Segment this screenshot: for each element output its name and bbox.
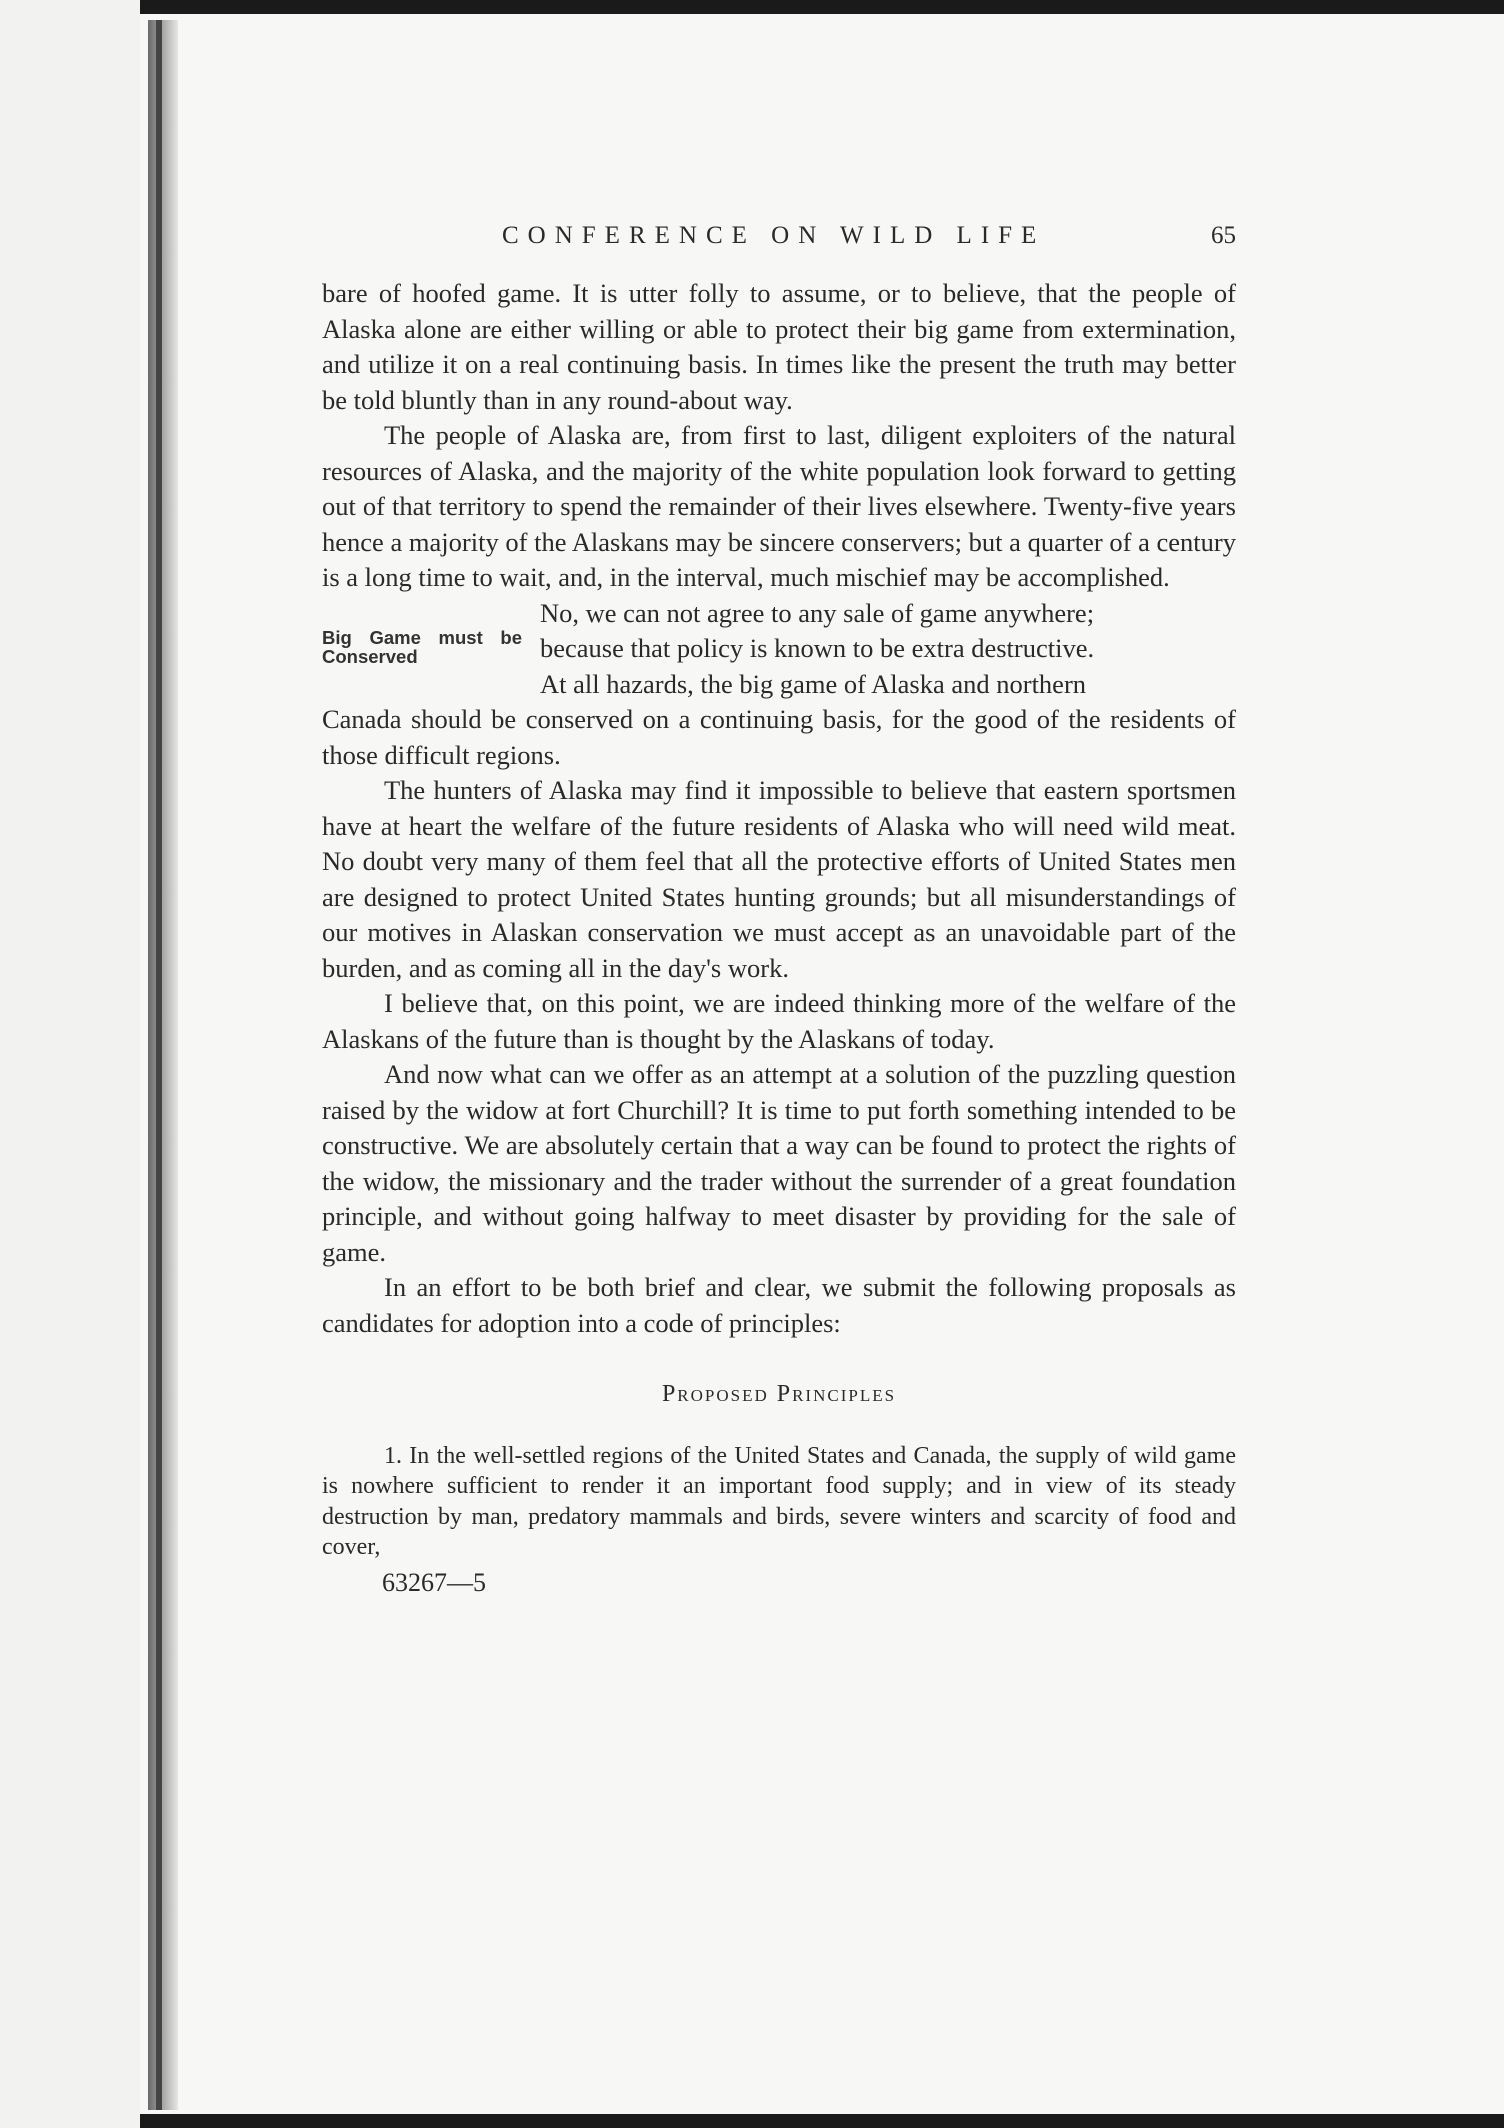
book-spine-edge <box>156 20 162 2110</box>
paragraph-3-line-2: because that policy is known to be extra destructive. <box>540 633 1095 663</box>
book-spine-shadow <box>148 20 178 2110</box>
left-margin <box>0 0 140 2128</box>
paragraph-3-line-1: No, we can not agree to any sale of game anywhere; <box>540 597 1095 628</box>
paragraph-3-block <box>322 596 1236 774</box>
paragraph-3-line-3: At all hazards, the big game of Alaska and northern <box>540 668 1087 699</box>
paragraph-2: The people of Alaska are, from first to last, diligent exploiters of the natural resources of Alaska, and the majority of the white population look forward to getting out of that territory to spend the remainder of their lives elsewhere. Twenty-five years hence a majority of the Alaskans may be sincere conservers; but a quarter of a century is a long time to wait, and, in the interval, much mischief may be accomplished. <box>322 420 1236 592</box>
paragraph-3-rest: Canada should be conserved on a continuing basis, for the good of the residents of those difficult regions. <box>322 704 1236 770</box>
section-heading: Proposed Principles <box>661 1381 897 1407</box>
paragraph-4: The hunters of Alaska may find it impossible to believe that eastern sportsmen have at heart the welfare of the future residents of Alaska who will need wild meat. No doubt very many of them feel that all the protective efforts of United States men are designed to protect United States hunting grounds; but all misunderstandings of our motives in Alaskan conservation we must accept as an unavoidable part of the burden, and as coming all in the day's work. <box>322 775 1236 983</box>
paragraph-5: I believe that, on this point, we are indeed thinking more of the welfare of the Alaskans of the future than is thought by the Alaskans of today. <box>322 988 1236 1054</box>
paragraph-3-lines <box>540 596 1236 703</box>
running-title: CONFERENCE ON WILD LIFE <box>502 222 1046 249</box>
printer-signature: 63267—5 <box>382 1567 486 1597</box>
principles-list <box>322 1441 1236 1563</box>
body-text <box>322 276 1236 1600</box>
page-number: 65 <box>1211 222 1236 249</box>
principle-item-1: 1. In the well-settled regions of the United States and Canada, the supply of wild game is nowhere sufficient to render it an important food supply; and in view of its steady destruction by man, predatory mammals and birds, severe winters and scarcity of food and cover, <box>322 1442 1236 1560</box>
running-head <box>322 222 1236 258</box>
paragraph-7: In an effort to be both brief and clear, we submit the following proposals as candidates for adoption into a code of principles: <box>322 1272 1236 1338</box>
paragraph-6: And now what can we offer as an attempt at a solution of the puzzling question raised by the widow at fort Churchill? It is time to put forth something intended to be constructive. We are absolutely certain that a way can be found to protect the rights of the widow, the missionary and the trader without the surrender of a great foundation principle, and without going halfway to meet disaster by providing for the sale of game. <box>322 1059 1236 1267</box>
marginal-note: Big Game must be Conserved <box>322 626 522 667</box>
paragraph-1: bare of hoofed game. It is utter folly to assume, or to believe, that the people of Alaska alone are either willing or able to protect their big game from extermination, and utilize it on a real continuing basis. In times like the present the truth may better be told bluntly than in any round-about way. <box>322 278 1236 415</box>
